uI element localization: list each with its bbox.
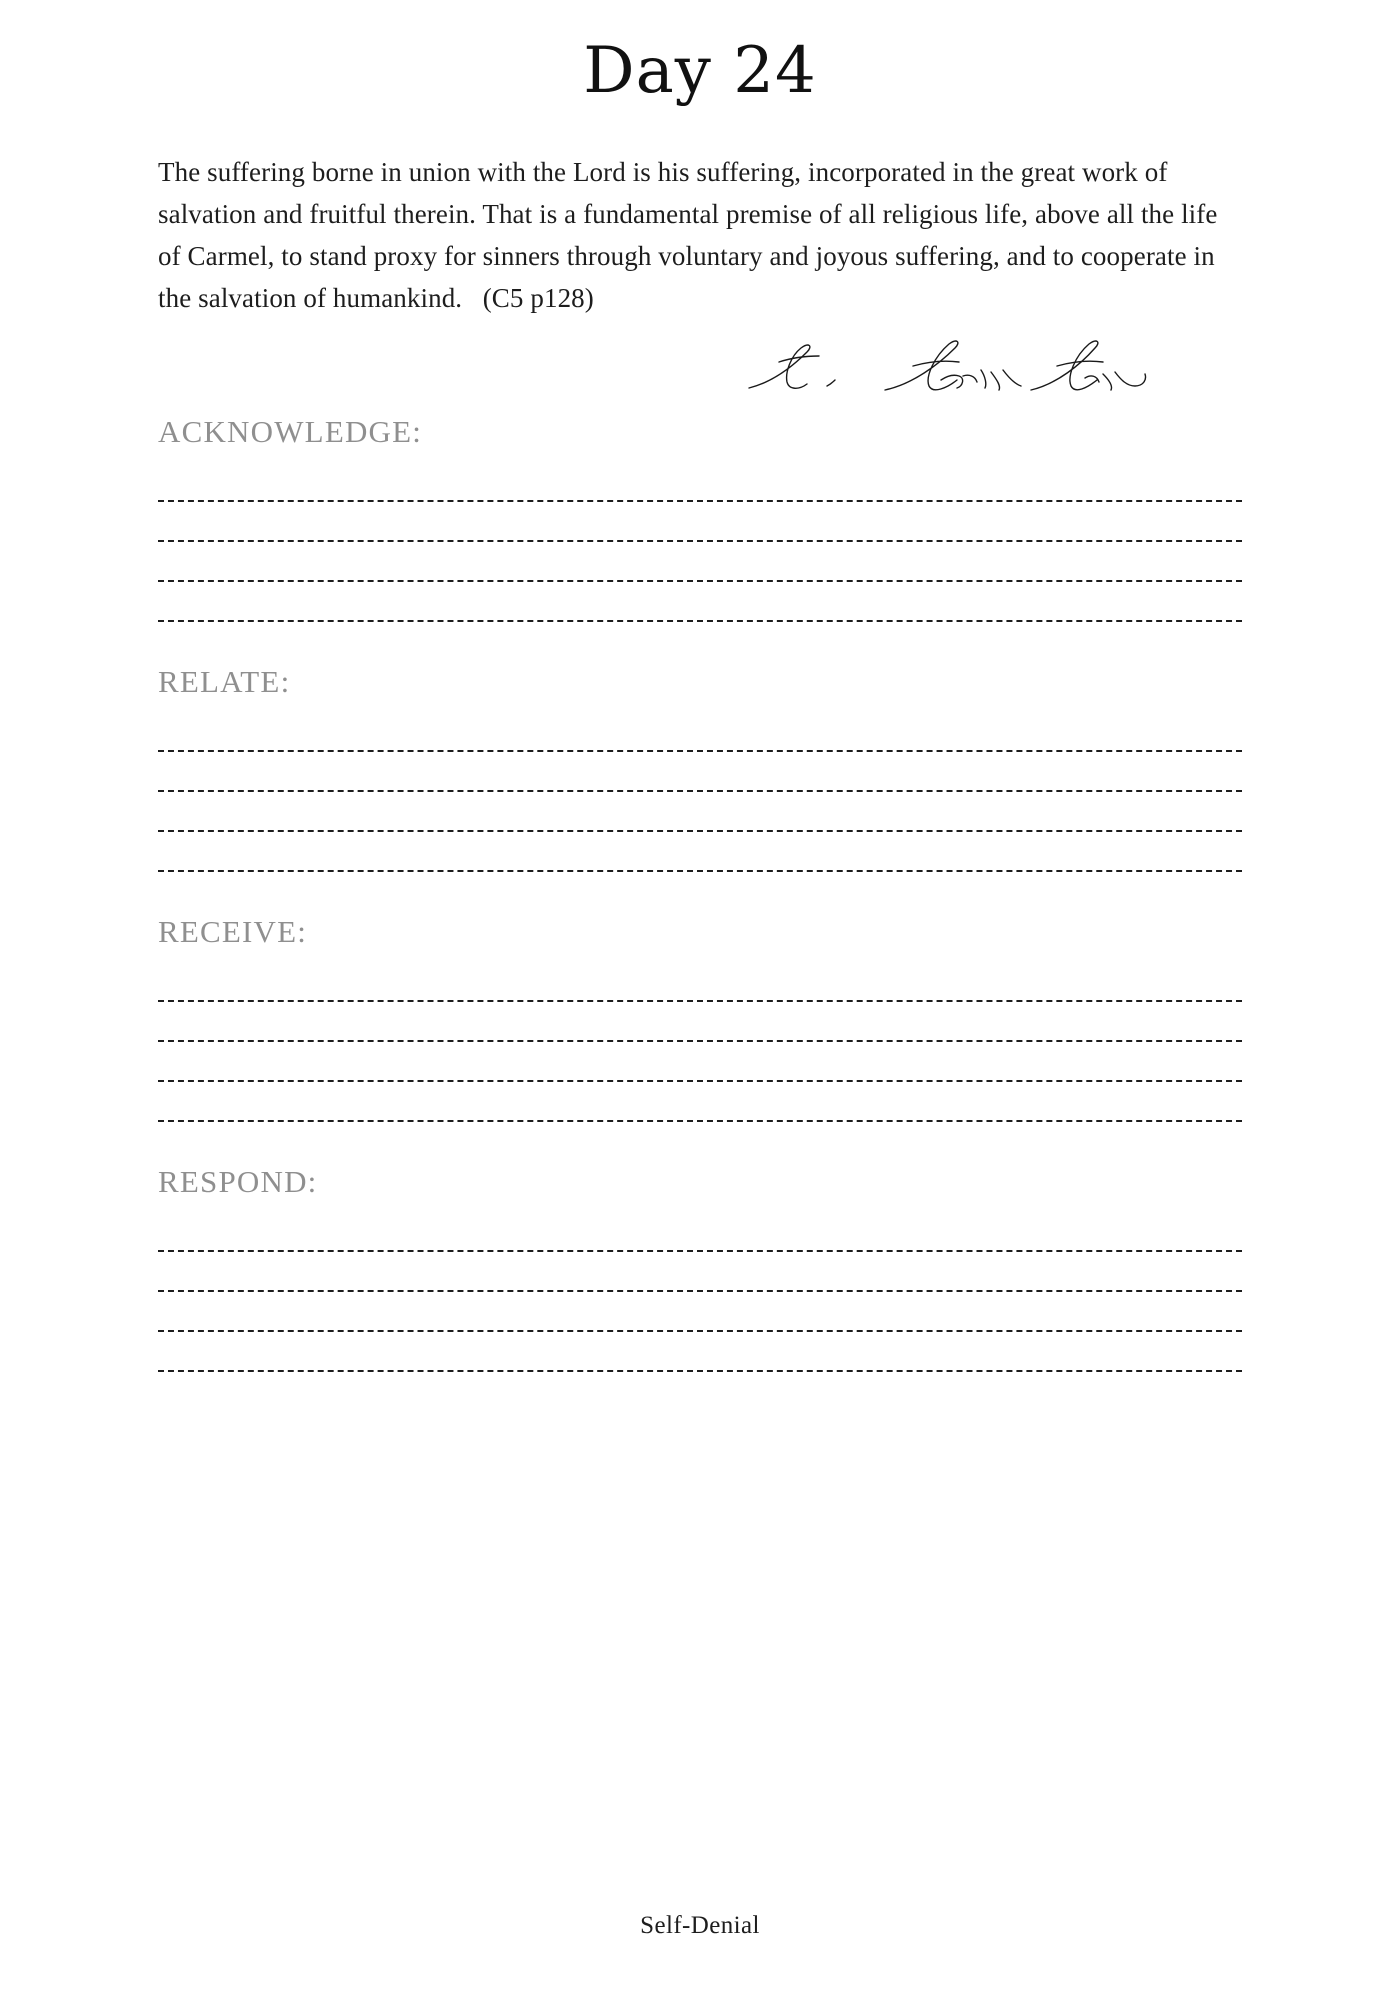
- writing-line[interactable]: [158, 716, 1242, 752]
- section-label-respond: RESPOND:: [158, 1163, 318, 1199]
- writing-line[interactable]: [158, 1002, 1242, 1042]
- signature-block: [140, 336, 1260, 406]
- section-acknowledge: [140, 414, 1260, 622]
- writing-lines-receive[interactable]: [158, 966, 1242, 1122]
- writing-line[interactable]: [158, 582, 1242, 622]
- signature-icon: [735, 336, 1155, 406]
- writing-lines-acknowledge[interactable]: [158, 466, 1242, 622]
- writing-lines-relate[interactable]: [158, 716, 1242, 872]
- quote-citation: (C5 p128): [482, 282, 594, 313]
- writing-line[interactable]: [158, 792, 1242, 832]
- writing-line[interactable]: [158, 752, 1242, 792]
- section-relate: [140, 664, 1260, 872]
- section-respond: [140, 1164, 1260, 1372]
- writing-line[interactable]: [158, 966, 1242, 1002]
- quote-text: [158, 152, 1242, 319]
- worksheet-page: [140, 0, 1260, 1372]
- writing-line[interactable]: [158, 466, 1242, 502]
- section-label-acknowledge: ACKNOWLEDGE:: [158, 413, 423, 449]
- writing-line[interactable]: [158, 502, 1242, 542]
- writing-line[interactable]: [158, 542, 1242, 582]
- section-label-relate: RELATE:: [158, 663, 291, 699]
- writing-line[interactable]: [158, 832, 1242, 872]
- section-receive: [140, 914, 1260, 1122]
- page-footer: Self-Denial: [640, 1912, 760, 1939]
- writing-line[interactable]: [158, 1252, 1242, 1292]
- quote-body: The suffering borne in union with the Lord is his suffering, incorporated in the great work of salvation and fruitful therein. That is a fundamental premise of all religious life, above all the life of Carmel, to stand proxy for sinners through voluntary and joyous suffering, and to cooperate in the salvation of humankind.: [158, 157, 1218, 313]
- writing-line[interactable]: [158, 1292, 1242, 1332]
- writing-lines-respond[interactable]: [158, 1216, 1242, 1372]
- page-title: Day 24: [583, 34, 817, 108]
- section-label-receive: RECEIVE:: [158, 913, 308, 949]
- writing-line[interactable]: [158, 1216, 1242, 1252]
- writing-line[interactable]: [158, 1332, 1242, 1372]
- writing-line[interactable]: [158, 1082, 1242, 1122]
- writing-line[interactable]: [158, 1042, 1242, 1082]
